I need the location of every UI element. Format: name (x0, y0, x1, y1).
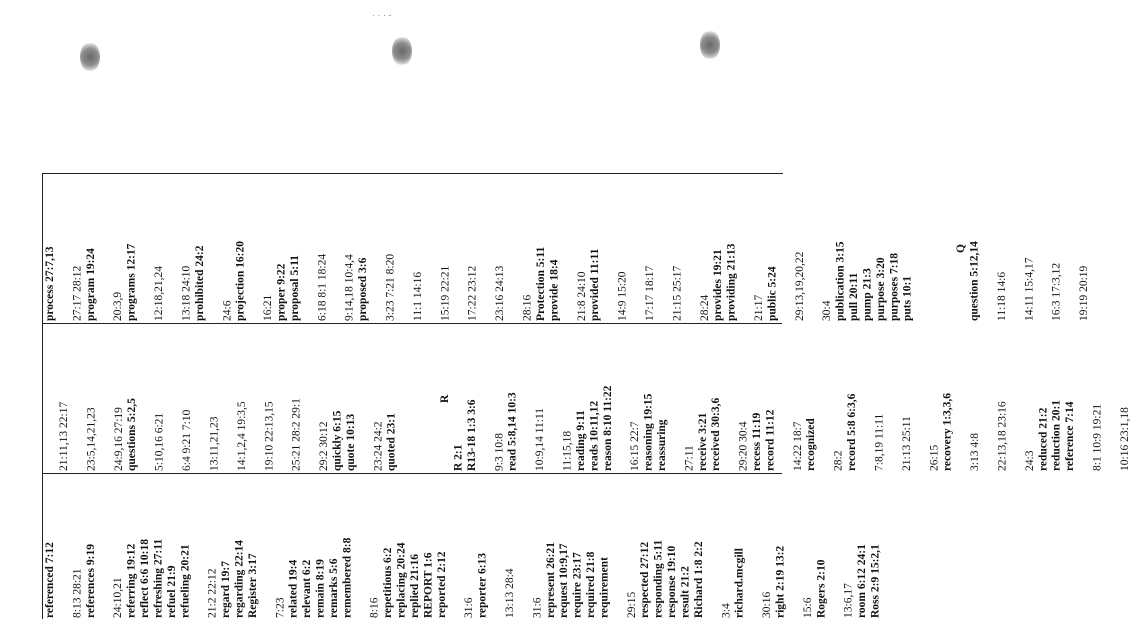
index-term: program 19:24 (84, 248, 97, 321)
index-column-3 (44, 476, 882, 618)
index-term: reduction 20:1 (1050, 399, 1063, 471)
index-term: record 5:8 6:3,6 (846, 393, 859, 471)
index-refs: 28:2 (832, 450, 845, 471)
page-mark: · · · - (372, 10, 392, 20)
index-refs: 7:23 (274, 597, 287, 618)
index-term: recognized (805, 418, 818, 471)
index-term: reference 7:14 (1064, 401, 1077, 471)
index-column-1 (44, 176, 1091, 321)
index-refs: 29:2 30:12 (318, 421, 331, 471)
index-refs: 25:21 28:2 29:1 (290, 398, 303, 471)
index-term: replacing 20:24 (395, 542, 408, 618)
index-term: quickly 6:15 (331, 410, 344, 471)
index-term: related 19:4 (287, 559, 300, 618)
index-term: purpose 3:20 (874, 257, 887, 321)
index-refs: 30:16 (761, 591, 774, 618)
index-refs: 11:18 14:6 (995, 271, 1008, 321)
index-refs: 17:22 23:12 (466, 265, 479, 321)
letter-heading: R (439, 394, 452, 403)
index-term: required 21:8 (585, 551, 597, 618)
index-refs: 11:1 14:16 (411, 271, 424, 321)
index-term: reassuring (655, 419, 668, 471)
index-refs: 26:15 (928, 444, 941, 471)
index-term: proposal 5:11 (288, 255, 301, 321)
index-refs: 8:1 10:9 19:21 (1091, 403, 1104, 471)
index-term: Register 3:17 (246, 553, 259, 618)
index-term: request 10:9,17 (558, 543, 571, 618)
index-refs: 14:11 15:4,17 (1023, 257, 1036, 321)
index-refs: 21:2 22:12 (206, 568, 219, 618)
index-term: richard.mcgill (733, 548, 746, 618)
index-refs: 28:16 (521, 294, 534, 321)
index-refs: 9:14,18 10:4,4 (343, 254, 356, 321)
index-refs: 13:13 28:4 (503, 568, 516, 618)
index-term: quoted 23:1 (385, 413, 398, 471)
punch-hole-center (392, 36, 412, 66)
punch-hole-left (80, 42, 100, 72)
index-refs: 15:19 22:21 (439, 265, 452, 321)
index-refs: 29:13,19,20,22 (793, 251, 806, 321)
index-refs: 21:13 25:11 (900, 416, 913, 471)
index-term: refreshing 27:11 (152, 538, 165, 618)
index-refs: 19:10 22:13,15 (263, 401, 276, 471)
index-refs: 6:18 8:1 18:24 (316, 253, 329, 321)
index-term: Rogers 2:10 (815, 559, 828, 618)
index-term: reasoning 19:15 (642, 393, 655, 471)
index-term: puts 10:1 (901, 275, 914, 321)
index-refs: 10:16 23:1,18 (1118, 407, 1131, 471)
punch-hole-right (700, 30, 720, 60)
index-refs: 12:18,21,24 (153, 266, 166, 321)
letter-heading: Q (955, 244, 968, 253)
index-term: public 5:24 (766, 266, 779, 321)
index-term: programs 12:17 (125, 243, 138, 321)
index-term: received 30:3,6 (710, 397, 723, 471)
index-term: reporter 6:13 (476, 552, 489, 618)
index-term: proper 9:22 (275, 263, 288, 321)
index-refs: 29:20 30:4 (737, 421, 750, 471)
index-term: reflect 6:6 10:18 (139, 539, 152, 618)
index-term: quote 10:13 (344, 413, 357, 471)
index-term: provided 11:11 (589, 248, 602, 321)
index-term: require 23:17 (571, 552, 584, 618)
index-refs: 31:6 (463, 597, 476, 618)
index-refs: 23:24 24:2 (372, 421, 385, 471)
index-term: Richard 1:8 2:2 (692, 541, 705, 618)
index-term: Protection 5:11 (534, 246, 547, 321)
index-term: pull 20:11 (848, 272, 861, 321)
index-refs: 5:10,16 6:21 (153, 412, 166, 471)
index-term: pump 21:3 (861, 268, 874, 321)
index-term: REPORT 1:6 (422, 552, 435, 618)
index-term: regarding 22:14 (233, 539, 246, 618)
index-term: prohibited 24:2 (193, 245, 206, 321)
index-term: repetitious 6:2 (382, 547, 395, 618)
index-term: purposes 7:18 (888, 252, 901, 321)
index-term: provide 18:4 (548, 259, 561, 321)
index-refs: 17:17 18:17 (643, 265, 656, 321)
index-term: refueling 20:21 (179, 544, 192, 618)
index-term: providing 21:13 (725, 243, 738, 321)
index-refs: 31:6 (531, 597, 544, 618)
index-refs: 23:16 24:13 (494, 265, 507, 321)
index-refs: 24:6 (221, 300, 234, 321)
index-refs: 27:11 (683, 445, 696, 471)
index-refs: 15:6 (801, 597, 814, 618)
index-refs: 7:8,19 11:11 (873, 413, 886, 471)
index-term: reads 10:11,12 (588, 400, 601, 471)
index-term: refuel 21:9 (165, 565, 178, 618)
index-refs: 9:3 10:8 (493, 432, 506, 471)
index-term: projection 16:20 (234, 241, 247, 321)
index-term: proposed 3:6 (357, 257, 370, 321)
index-term: process 27:7,13 (44, 246, 56, 321)
index-refs: 16:15 22:7 (629, 421, 642, 471)
index-term: read 5:8,14 10:3 (506, 392, 519, 471)
index-term: remarks 5:6 (327, 558, 340, 618)
index-refs: 23:5,14,21,23 (85, 407, 98, 471)
index-term: reading 9:11 (574, 410, 587, 471)
index-refs: 28:24 (698, 294, 711, 321)
index-refs: 14:1,2,4 19:3,5 (235, 401, 248, 471)
index-refs: 16:21 (262, 294, 275, 321)
index-term: regard 19:7 (220, 561, 233, 618)
index-refs: 29:15 (625, 591, 638, 618)
index-refs: 24:9,16 27:19 (112, 407, 125, 471)
index-refs: 22:13,18 23:16 (996, 401, 1009, 471)
index-term: relevant 6:2 (301, 559, 314, 618)
index-term: remain 8:19 (314, 559, 327, 618)
index-refs: 13:11,21,23 (208, 416, 221, 471)
index-refs: 3:23 7:21 8:20 (384, 253, 397, 321)
index-term: receive 3:21 (696, 412, 709, 471)
index-term: record 11:12 (764, 409, 777, 471)
index-term: room 6:12 24:1 (856, 544, 869, 618)
index-term: represent 26:21 (544, 542, 557, 618)
index-term: remembered 8:8 (341, 537, 354, 618)
index-refs: 3:13 4:8 (969, 432, 982, 471)
column-divider-2 (42, 473, 782, 474)
index-refs: 16:3 17:3,12 (1050, 262, 1063, 321)
index-term: question 5:12,14 (968, 241, 981, 321)
index-refs: 21:15 25:17 (671, 265, 684, 321)
index-refs: 10:9,14 11:11 (534, 407, 547, 471)
index-refs: 21:8 24:10 (575, 271, 588, 321)
index-refs: 14:22 18:7 (791, 421, 804, 471)
index-term: referring 19:12 (125, 543, 138, 618)
index-term: R 2:1 (452, 444, 465, 471)
index-term: questions 5:2,5 (126, 398, 139, 471)
index-term: recess 11:19 (751, 412, 763, 471)
index-refs: 24:10,21 (112, 577, 125, 618)
index-refs: 30:4 (821, 300, 834, 321)
index-column-2 (44, 326, 1131, 471)
index-term: reduced 21:2 (1037, 407, 1050, 471)
index-term: R13-18 1:3 3:6 (465, 399, 478, 471)
index-refs: 20:3,9 (112, 291, 125, 321)
index-term: response 19:10 (666, 545, 679, 618)
index-term: publication 3:15 (834, 241, 847, 321)
index-term: recovery 1:3,3,6 (941, 392, 954, 471)
index-term: respected 27:12 (639, 541, 652, 618)
index-refs: 21:17 (753, 294, 765, 321)
index-refs: 11:15,18 (561, 430, 574, 471)
index-refs: 8:13 28:21 (71, 568, 84, 618)
index-refs: 6:4 9:21 7:10 (181, 409, 194, 471)
index-term: result 21:2 (679, 566, 692, 618)
index-term: requirement (598, 557, 611, 618)
index-refs: 3:4 (720, 603, 733, 618)
index-refs: 14:9 15:20 (616, 271, 629, 321)
index-refs: 27:17 28:12 (71, 265, 84, 321)
index-refs: 24:3 (1023, 450, 1036, 471)
index-term: provides 19:21 (712, 249, 725, 321)
index-refs: 13:18 24:10 (180, 265, 193, 321)
index-refs: 19:19 20:19 (1078, 265, 1091, 321)
index-term: right 2:19 13:2 (774, 545, 787, 618)
index-refs: 13:6,17 (842, 583, 855, 618)
index-refs: 21:11,13 22:17 (58, 401, 70, 471)
index-term: replied 21:16 (408, 554, 421, 618)
column-divider-1 (42, 323, 782, 324)
index-term: reported 2:12 (435, 551, 448, 618)
index-term: Ross 2:9 15:2,1 (869, 544, 882, 618)
index-term: references 9:19 (84, 544, 97, 618)
index-term: reason 8:10 11:22 (601, 385, 614, 471)
index-term: referenced 7:12 (44, 542, 56, 618)
index-refs: 8:16 (368, 597, 381, 618)
index-term: responding 5:11 (652, 539, 665, 618)
